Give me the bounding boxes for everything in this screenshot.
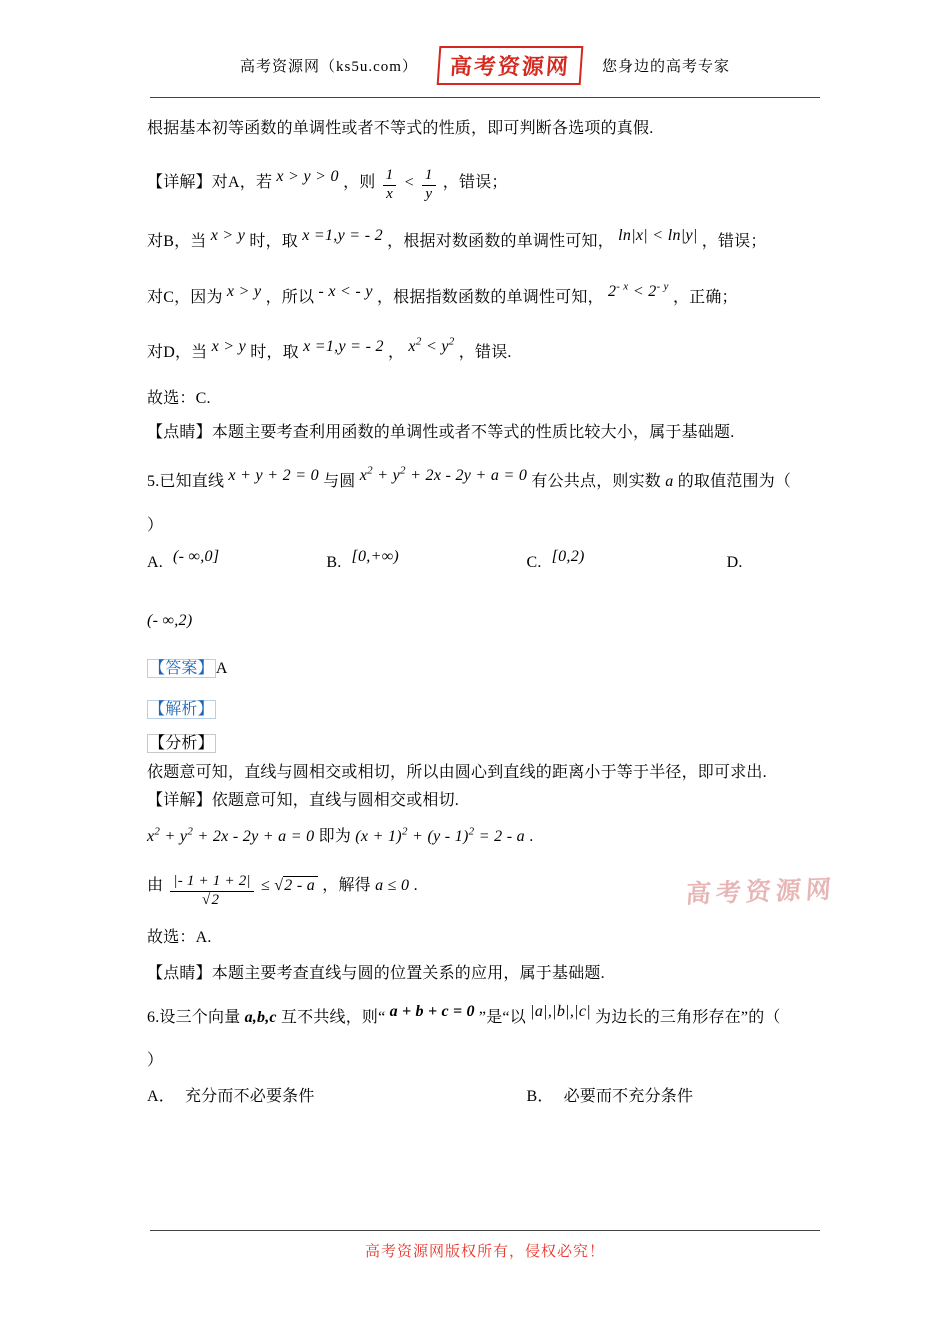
text-run: 【详解】对A，若 <box>147 174 273 192</box>
text-run: 的取值范围为（ <box>677 472 792 490</box>
math-base: + y <box>160 828 188 846</box>
paragraph-question-6-close-paren <box>147 1048 837 1074</box>
math-expression: x =1,y = - 2 <box>302 226 383 244</box>
paragraph-answer <box>147 656 837 682</box>
superscript: 2 <box>448 335 455 348</box>
document-body <box>147 116 837 1110</box>
text-run: ， <box>388 343 405 361</box>
option-label: A. <box>147 553 163 571</box>
math-expression <box>360 463 527 489</box>
text-run: ”是“以 <box>478 1009 526 1027</box>
math-expression: x > y > 0 <box>276 168 339 186</box>
option-label: C. <box>526 553 542 571</box>
text-run: ） <box>147 1051 164 1069</box>
option-label: B． <box>526 1088 554 1106</box>
text-run: 与圆 <box>323 472 356 490</box>
text-run: 为边长的三角形存在”的（ <box>595 1009 781 1027</box>
text-run: 互不共线，则“ <box>280 1009 386 1027</box>
text-run: ，根据指数函数的单调性可知， <box>376 289 604 307</box>
q6-option-a <box>147 1084 527 1110</box>
fraction-denominator <box>170 892 253 909</box>
text-run: 【详解】依题意可知，直线与圆相交或相切. <box>147 791 460 809</box>
jiexi-tag: 【解析】 <box>149 700 214 718</box>
text-run: ，错误. <box>458 343 512 361</box>
text-run: 即为 <box>318 828 352 846</box>
math-base: x <box>147 828 155 846</box>
math-expression: x > y <box>211 337 247 355</box>
math-variable: a <box>665 472 674 490</box>
superscript: 2 <box>367 464 373 477</box>
q5-options-row <box>147 547 837 576</box>
option-label: D. <box>726 553 743 571</box>
text-run: ，错误； <box>442 174 508 192</box>
paragraph-option-b-analysis <box>147 226 837 255</box>
paragraph-jiexi-tag <box>147 697 837 723</box>
superscript: 2 <box>401 826 408 839</box>
text-run: 【点睛】本题主要考查直线与圆的位置关系的应用，属于基础题. <box>147 964 605 982</box>
text-run: 【点睛】本题主要考查利用函数的单调性或者不等式的性质比较大小，属于基础题. <box>147 424 735 442</box>
math-base: 2 <box>648 283 657 301</box>
text-run: 故选：A. <box>147 928 212 946</box>
fraction-denominator: x <box>386 186 393 203</box>
math-base: 2 <box>607 283 617 301</box>
paragraph-analysis <box>147 760 837 786</box>
radical-sign: √ <box>274 876 284 894</box>
math-expression: ln|x| < ln|y| <box>618 226 698 244</box>
text-run: 故选：C. <box>147 390 211 408</box>
fraction <box>383 168 397 203</box>
option-value: [0,2) <box>551 547 585 565</box>
math-expression <box>408 334 454 360</box>
site-slogan: 您身边的高考专家 <box>601 59 730 75</box>
q6-options-row <box>147 1084 837 1110</box>
math-expression <box>355 828 525 845</box>
footer-divider <box>150 1230 820 1231</box>
superscript: 2 <box>187 826 194 839</box>
text-run: 有公共点，则实数 <box>531 472 661 490</box>
math-base: y <box>441 337 449 355</box>
text-run: ，所以 <box>265 289 315 307</box>
text-run: 时，取 <box>250 343 299 361</box>
superscript: - x <box>616 280 629 293</box>
math-magnitudes: |a|,|b|,|c| <box>530 1003 591 1021</box>
superscript: 2 <box>154 826 161 839</box>
footer-copyright: 高考资源网版权所有，侵权必究！ <box>364 1244 605 1260</box>
paragraph-option-d-analysis <box>147 335 837 366</box>
q5-option-b <box>326 547 526 576</box>
paragraph-answer-choice-2 <box>147 925 837 951</box>
fraction <box>422 168 436 203</box>
superscript: 2 <box>415 335 422 348</box>
answer-value: A <box>215 660 228 678</box>
option-value: (- ∞,0] <box>172 547 220 565</box>
fraction-numerator: |- 1 + 1 + 2| <box>170 874 253 892</box>
text-run: ，根据对数函数的单调性可知， <box>387 232 614 250</box>
relation-symbol: ≤ <box>260 876 271 894</box>
superscript: 2 <box>468 826 475 839</box>
math-base: x <box>408 337 416 355</box>
option-text: 充分而不必要条件 <box>184 1088 315 1106</box>
math-base: + (y - 1) <box>407 828 469 846</box>
radical-sign: √ <box>202 891 211 908</box>
text-run: ，解得 <box>322 876 371 894</box>
paragraph-remark-1 <box>147 420 837 446</box>
paragraph-distance-inequality <box>147 873 837 909</box>
math-expression <box>147 828 314 845</box>
math-base: (x + 1) <box>355 828 402 846</box>
text-run: ，正确； <box>672 289 738 307</box>
intro-text: 根据基本初等函数的单调性或者不等式的性质，即可判断各选项的真假. <box>147 120 654 137</box>
text-run: 由 <box>147 876 164 894</box>
math-expression: x =1,y = - 2 <box>303 337 384 355</box>
radicand: 2 - a <box>283 876 318 894</box>
paragraph-remark-2 <box>147 961 837 987</box>
paragraph-option-a-analysis <box>147 168 837 203</box>
math-expression: a + b + c = 0 <box>389 1003 475 1021</box>
text-run: ） <box>147 517 164 535</box>
math-expression: x > y <box>210 226 246 244</box>
paragraph-question-5 <box>147 464 837 495</box>
q5-option-d-value <box>147 608 837 634</box>
math-base: = 2 - a <box>474 828 525 846</box>
paragraph-detail-2 <box>147 788 837 814</box>
superscript: - y <box>656 280 669 293</box>
text-run: . <box>529 828 534 846</box>
q5-option-d <box>727 550 753 576</box>
relation-symbol: < <box>632 283 644 301</box>
text-run: 依题意可知，直线与圆相交或相切，所以由圆心到直线的距离小于等于半径，即可求出. <box>147 763 767 781</box>
text-run: 对D，当 <box>147 343 208 361</box>
text-run: 5.已知直线 <box>147 472 225 490</box>
relation-symbol: < <box>403 174 415 192</box>
math-base: + 2x - 2y + a = 0 <box>405 466 528 484</box>
paragraph-question-5-close-paren <box>147 513 837 539</box>
text-run: 对C，因为 <box>147 289 223 307</box>
math-base: x <box>359 466 368 484</box>
math-base: + 2x - 2y + a = 0 <box>193 828 315 846</box>
math-base: + y <box>372 466 401 484</box>
ks5u-watermark: 高考资源网 <box>684 876 837 909</box>
radicand: 2 <box>210 891 222 908</box>
ks5u-logo: 高考资源网 <box>437 46 584 85</box>
answer-tag: 【答案】 <box>149 660 214 678</box>
option-value: [0,+∞) <box>351 547 400 565</box>
q6-option-b <box>527 1084 694 1110</box>
paragraph-fenxi-tag <box>147 731 837 757</box>
site-name: 高考资源网（ks5u.com） <box>240 59 418 75</box>
q5-option-a <box>147 547 326 576</box>
paragraph-circle-equation <box>147 824 837 850</box>
text-run: 6.设三个向量 <box>147 1009 241 1027</box>
paragraph-question-6 <box>147 1005 837 1031</box>
paragraph-answer-choice-1 <box>147 386 837 412</box>
option-label: B. <box>326 553 342 571</box>
math-expression: x > y <box>226 283 262 301</box>
paragraph-intro <box>147 116 837 142</box>
math-expression: - x < - y <box>318 283 373 301</box>
fenxi-tag: 【分析】 <box>149 735 214 753</box>
fraction-numerator: 1 <box>383 168 397 186</box>
relation-symbol: < <box>425 337 438 355</box>
text-run: 时，取 <box>249 232 298 250</box>
fraction-denominator: y <box>425 186 433 203</box>
text-run: ，则 <box>343 174 376 192</box>
math-expression <box>608 279 669 305</box>
math-vectors: a,b,c <box>244 1009 277 1027</box>
math-expression: a ≤ 0 <box>375 876 410 894</box>
header-divider <box>150 97 820 98</box>
text-run: . <box>413 876 418 894</box>
math-expression: x + y + 2 = 0 <box>228 466 319 484</box>
text-run: ，错误； <box>701 232 767 250</box>
option-text: 必要而不充分条件 <box>563 1088 694 1106</box>
page-header <box>150 46 820 85</box>
text-run: 对B，当 <box>147 232 207 250</box>
square-root <box>274 876 318 894</box>
fraction-numerator: 1 <box>422 168 436 186</box>
option-value: (- ∞,2) <box>147 612 193 630</box>
fraction <box>170 874 253 909</box>
q5-option-c <box>526 547 726 576</box>
option-label: A． <box>147 1088 175 1106</box>
superscript: 2 <box>400 464 406 477</box>
paragraph-option-c-analysis <box>147 280 837 311</box>
